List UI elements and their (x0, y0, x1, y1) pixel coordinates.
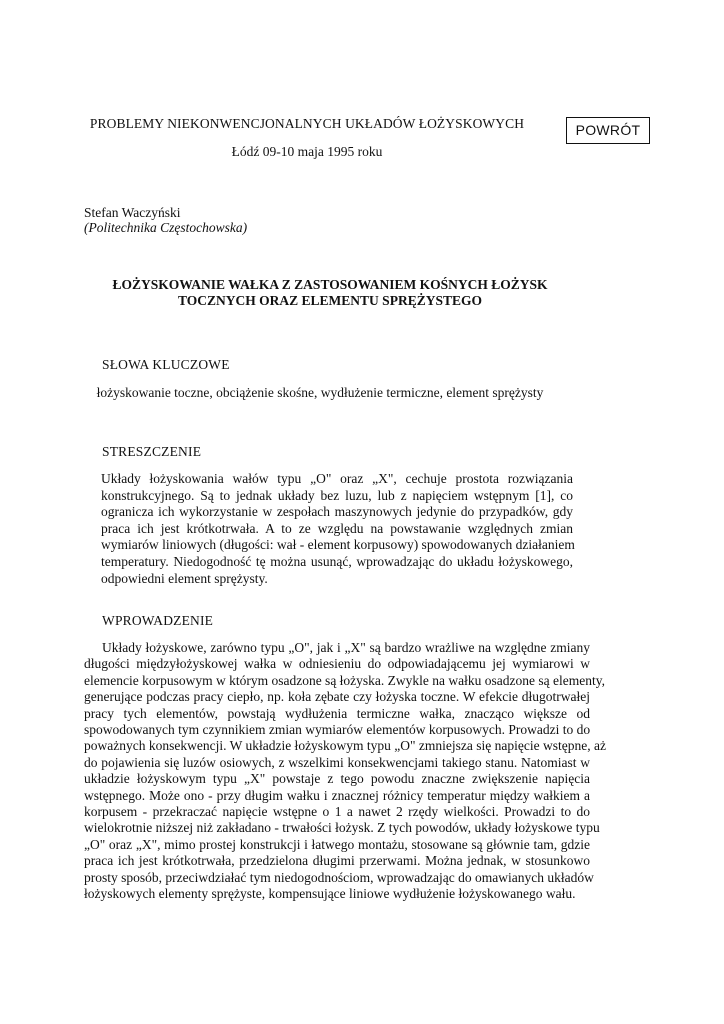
introduction-line: długości międzyłożyskowej wałka w odniesieniu do odpowiadającemu jej wymiarowi w (84, 656, 590, 672)
paper-title-line-1: ŁOŻYSKOWANIE WAŁKA Z ZASTOSOWANIEM KOŚNYCH ŁOŻYSK (112, 277, 548, 292)
abstract-line: wymiarów liniowych (długości: wał - element korpusowy) spowodowanych działaniem (101, 537, 575, 553)
introduction-body (84, 640, 606, 903)
introduction-line: „O" oraz „X", mimo prostej konstrukcji i łatwego montażu, stosowane są głównie tam, gdzie (84, 836, 590, 852)
introduction-line: Układy łożyskowe, zarówno typu „O", jak i „X" są bardzo wrażliwe na względne zmiany (102, 640, 590, 655)
introduction-line: generujące podczas pracy ciepło, np. koła zębate czy łożyska toczne. W efekcie długotrwałej (84, 689, 590, 705)
introduction-heading: WPROWADZENIE (102, 613, 214, 628)
introduction-line: układzie łożyskowym typu „X" powstaje z tego powodu znaczne zwiększenie napięcia (84, 771, 590, 787)
abstract-line: ogranicza ich wykorzystanie w zespołach maszynowych jedynie do przypadków, gdy (101, 504, 573, 520)
author-name: Stefan Waczyński (84, 205, 181, 220)
paper-title-line-2: TOCZNYCH ORAZ ELEMENTU SPRĘŻYSTEGO (178, 293, 482, 308)
abstract-line: konstrukcyjnego. Są to jednak układy bez luzu, lub z napięciem wstępnym [1], co (101, 487, 573, 503)
author-affiliation: (Politechnika Częstochowska) (84, 220, 248, 235)
introduction-line: łożyskowych elementy sprężyste, kompensujące liniowe wydłużenie łożyskowanego wału. (84, 886, 576, 902)
abstract-body (101, 471, 573, 587)
abstract-line: praca ich jest krótkotrwała. A to ze względu na powstawanie względnych zmian (101, 520, 573, 536)
introduction-line: do pojawienia się luzów osiowych, z wszelkimi konsekwencjami takiego stanu. Natomiast w (84, 754, 590, 770)
introduction-line: pracy tych elementów, powstają wydłużenia termiczne wałka, znacząco większe od (84, 705, 590, 721)
abstract-line: Układy łożyskowania wałów typu „O" oraz „X", cechuje prostota rozwiązania (101, 471, 573, 486)
abstract-line: odpowiedni element sprężysty. (101, 570, 268, 586)
conference-date: Łódź 09-10 maja 1995 roku (231, 144, 383, 159)
introduction-line: wielokrotnie niższej niż zakładano - trwałości łożysk. Z tych powodów, układy łożyskowe typu (84, 820, 600, 836)
introduction-line: wstępnego. Może ono - przy długim wałku i znacznej różnicy temperatur między wałkiem a (84, 787, 590, 803)
abstract-line: temperatury. Niedogodność tę można usunąć, wprowadzając do układu łożyskowego, (101, 553, 573, 569)
keywords-text: łożyskowanie toczne, obciążenie skośne, wydłużenie termiczne, element sprężysty (96, 385, 544, 400)
back-button[interactable]: POWRÓT (566, 117, 650, 144)
introduction-line: praca ich jest krótkotrwała, przedzielona długimi przerwami. Można jednak, w stosunkowo (84, 853, 590, 869)
abstract-heading: STRESZCZENIE (102, 444, 202, 459)
introduction-line: prosty sposób, przeciwdziałać tym niedogodnościom, wprowadzając do omawianych układów (84, 869, 594, 885)
keywords-heading: SŁOWA KLUCZOWE (102, 357, 230, 372)
paper-title (60, 277, 600, 309)
introduction-line: spowodowanych tym czynnikiem zmian wymiarów elementów korpusowych. Prowadzi to do (84, 722, 591, 738)
introduction-line: poważnych konsekwencji. W układzie łożyskowym typu „O" zmniejsza się napięcie wstępne, aż (84, 738, 606, 754)
conference-title: PROBLEMY NIEKONWENCJONALNYCH UKŁADÓW ŁOŻYSKOWYCH (89, 116, 525, 131)
introduction-line: elemencie korpusowym w którym osadzone są łożyska. Zwykle na wałku osadzone są elementy, (84, 672, 605, 688)
introduction-line: korpusem - przekraczać napięcie wstępne o 1 a nawet 2 rzędy wielkości. Prowadzi to do (84, 804, 590, 820)
